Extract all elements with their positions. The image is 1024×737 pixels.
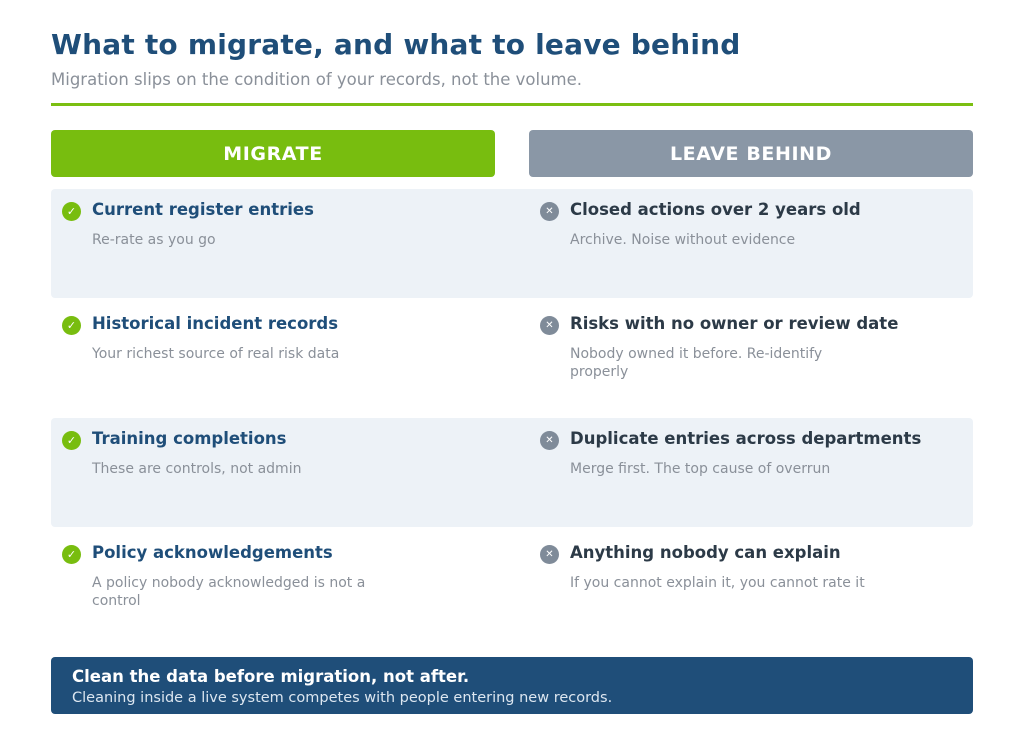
page-title: What to migrate, and what to leave behind bbox=[51, 28, 741, 61]
leave-item-title: Closed actions over 2 years old bbox=[570, 200, 861, 219]
migrate-item-title: Policy acknowledgements bbox=[92, 543, 333, 562]
migrate-item-description: A policy nobody acknowledged is not a control bbox=[92, 575, 366, 609]
migrate-item bbox=[51, 189, 471, 298]
leave-item bbox=[529, 532, 949, 641]
header-divider bbox=[51, 103, 973, 106]
leave-item-title: Anything nobody can explain bbox=[570, 543, 841, 562]
page-subtitle: Migration slips on the condition of your records, not the volume. bbox=[51, 70, 583, 89]
migrate-item-description: Re-rate as you go bbox=[92, 232, 216, 248]
callout-text: Cleaning inside a live system competes with people entering new records. bbox=[72, 690, 613, 706]
leave-item-description: Archive. Noise without evidence bbox=[570, 232, 796, 248]
comparison-row bbox=[51, 189, 973, 298]
migrate-item bbox=[51, 418, 471, 527]
leave-item bbox=[529, 189, 949, 298]
check-circle-icon: ✓ bbox=[62, 431, 81, 450]
leave-item-title: Duplicate entries across departments bbox=[570, 429, 922, 448]
migrate-item-description: Your richest source of real risk data bbox=[92, 346, 340, 362]
check-circle-icon: ✓ bbox=[62, 202, 81, 221]
x-circle-icon: ✕ bbox=[540, 202, 559, 221]
comparison-row bbox=[51, 532, 973, 641]
leave-item-description: If you cannot explain it, you cannot rate it bbox=[570, 575, 865, 591]
leave-item-description: Nobody owned it before. Re-identify properly bbox=[570, 346, 823, 380]
leave-item-title: Risks with no owner or review date bbox=[570, 314, 899, 333]
migrate-item bbox=[51, 532, 471, 641]
check-circle-icon: ✓ bbox=[62, 316, 81, 335]
migrate-item-title: Historical incident records bbox=[92, 314, 339, 333]
migrate-item-title: Training completions bbox=[92, 429, 287, 448]
leave-item bbox=[529, 418, 949, 527]
check-circle-icon: ✓ bbox=[62, 545, 81, 564]
x-circle-icon: ✕ bbox=[540, 431, 559, 450]
comparison-row bbox=[51, 418, 973, 527]
migrate-item-title: Current register entries bbox=[92, 200, 314, 219]
leave-item bbox=[529, 303, 949, 412]
migrate-item bbox=[51, 303, 471, 412]
migrate-column-header: MIGRATE bbox=[51, 130, 495, 177]
callout-title: Clean the data before migration, not after. bbox=[72, 667, 470, 686]
migrate-item-description: These are controls, not admin bbox=[92, 461, 302, 477]
comparison-row bbox=[51, 303, 973, 412]
x-circle-icon: ✕ bbox=[540, 316, 559, 335]
leave-item-description: Merge first. The top cause of overrun bbox=[570, 461, 831, 477]
callout-banner bbox=[51, 657, 973, 714]
x-circle-icon: ✕ bbox=[540, 545, 559, 564]
leave-behind-column-header: LEAVE BEHIND bbox=[529, 130, 973, 177]
